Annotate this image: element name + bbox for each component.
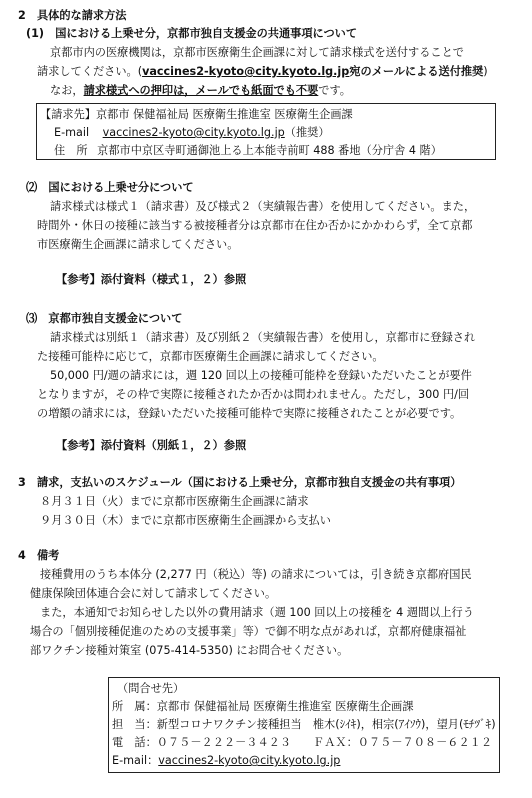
billing-address-title: 【請求先】京都市 保健福祉局 医療衛生推進室 医療衛生企画課 [40, 108, 353, 121]
section-4-heading: 4 備考 [18, 549, 60, 562]
affiliation-label: 所 属： [112, 700, 157, 713]
paragraph-line: また，本通知でお知らせした以外の費用請求（週 100 回以上の接種を 4 週間以上行う [40, 606, 474, 619]
fax-label: ＦＡＸ： [313, 736, 358, 749]
paragraph-line: 京都市内の医療機関は，京都市医療衛生企画課に対して請求様式を送付することで [50, 46, 464, 59]
person-label: 担 当： [112, 718, 157, 731]
billing-email-row [54, 123, 330, 142]
subsection-2-heading: ⑵ 国における上乗せ分について [26, 181, 194, 194]
schedule-item: ９月３０日（木）までに京都市医療衛生企画課から支払い [40, 514, 331, 527]
address-label: 住 所 [54, 144, 88, 157]
reference-note: 【参考】添付資料（様式１，２）参照 [56, 273, 247, 286]
contact-row-affiliation [112, 697, 414, 716]
email-recommend-note: 宛のメールによる送付推奨 [349, 65, 484, 78]
paragraph-line: 請求様式は別紙１（請求書）及び別紙２（実績報告書）を使用し，京都市に登録され [50, 331, 476, 344]
reference-note: 【参考】添付資料（別紙１，２）参照 [56, 439, 247, 452]
text: なお， [50, 84, 84, 97]
contact-row-phone [112, 733, 492, 752]
address-value: 京都市中京区寺町通御池上る上本能寺前町 488 番地（分庁舎 4 階） [97, 144, 442, 157]
section-3-heading: 3 請求，支払いのスケジュール（国における上乗せ分，京都市独自支援金の共有事項） [18, 476, 462, 489]
subsection-3-heading: ⑶ 京都市独自支援金について [26, 312, 183, 325]
email-label: E-mail [54, 126, 90, 139]
phone-value: ０７５－２２２－３４２３ [156, 736, 292, 749]
paragraph-line [37, 62, 488, 81]
text: ) [483, 65, 488, 78]
paragraph-line: 健康保険団体連合会に対して請求してください。 [30, 587, 277, 600]
paragraph-line: 50,000 円/週の請求には，週 120 回以上の接種可能枠を登録いただいたことが要件 [50, 369, 472, 382]
paragraph-line: の増額の請求には，登録いただいた接種可能枠で実際に接種されたことが必要です。 [37, 407, 462, 420]
billing-email-link[interactable]: vaccines2-kyoto@city.kyoto.lg.jp [102, 126, 285, 139]
paragraph-line: 場合の「個別接種促進のための支援事業」等）で御不明な点があれば，京都府健康福祉 [30, 625, 467, 638]
section-2-heading: 2 具体的な請求方法 [18, 9, 127, 22]
paragraph-line: 市医療衛生企画課に請求してください。 [37, 238, 239, 251]
email-link[interactable]: vaccines2-kyoto@city.kyoto.lg.jp [142, 65, 350, 78]
text: 請求してください。( [37, 65, 143, 78]
billing-address-row [54, 141, 442, 160]
seal-not-required-note: 請求様式への押印は，メールでも紙面でも不要 [83, 84, 319, 97]
fax-value: ０７５－７０８－６２１２ [357, 736, 493, 749]
recommend-tag: （推奨） [284, 126, 330, 139]
contact-row-person [112, 715, 496, 734]
paragraph-line: 時間外・休日の接種に該当する被接種者分は京都市在住か否かにかかわらず，全て京都 [37, 219, 473, 232]
contact-email-link[interactable]: vaccines2-kyoto@city.kyoto.lg.jp [158, 754, 341, 767]
paragraph-line [50, 81, 351, 100]
schedule-item: ８月３１日（火）までに京都市医療衛生企画課に請求 [40, 495, 309, 508]
paragraph-line: た接種可能枠に応じて，京都市医療衛生企画課に請求してください。 [37, 350, 384, 363]
person-value: 新型コロナワクチン接種担当 椎木(ｼｲｷ)，相宗(ｱｲｿｳ)，望月(ﾓﾁﾂﾞｷ) [156, 718, 496, 731]
contact-email-label: E-mail： [112, 754, 159, 767]
subsection-1-heading: (1) 国における上乗せ分，京都市独自支援金の共通事項について [26, 27, 358, 40]
paragraph-line: 請求様式は様式１（請求書）及び様式２（実績報告書）を使用してください。また， [50, 200, 476, 213]
contact-row-email [112, 751, 340, 770]
paragraph-line: 接種費用のうち本体分 (2,277 円（税込）等) の請求については，引き続き京都府国民 [40, 568, 472, 581]
paragraph-line: 部ワクチン接種対策室 (075-414-5350) にお問合せください。 [30, 644, 349, 657]
phone-label: 電 話： [112, 736, 157, 749]
text: です。 [318, 84, 351, 97]
contact-title: （問合せ先） [117, 682, 185, 695]
paragraph-line: となりますが，その枠で実際に接種されたか否かは問われません。ただし，300 円/回 [37, 388, 470, 401]
affiliation-value: 京都市 保健福祉局 医療衛生推進室 医療衛生企画課 [156, 700, 414, 713]
